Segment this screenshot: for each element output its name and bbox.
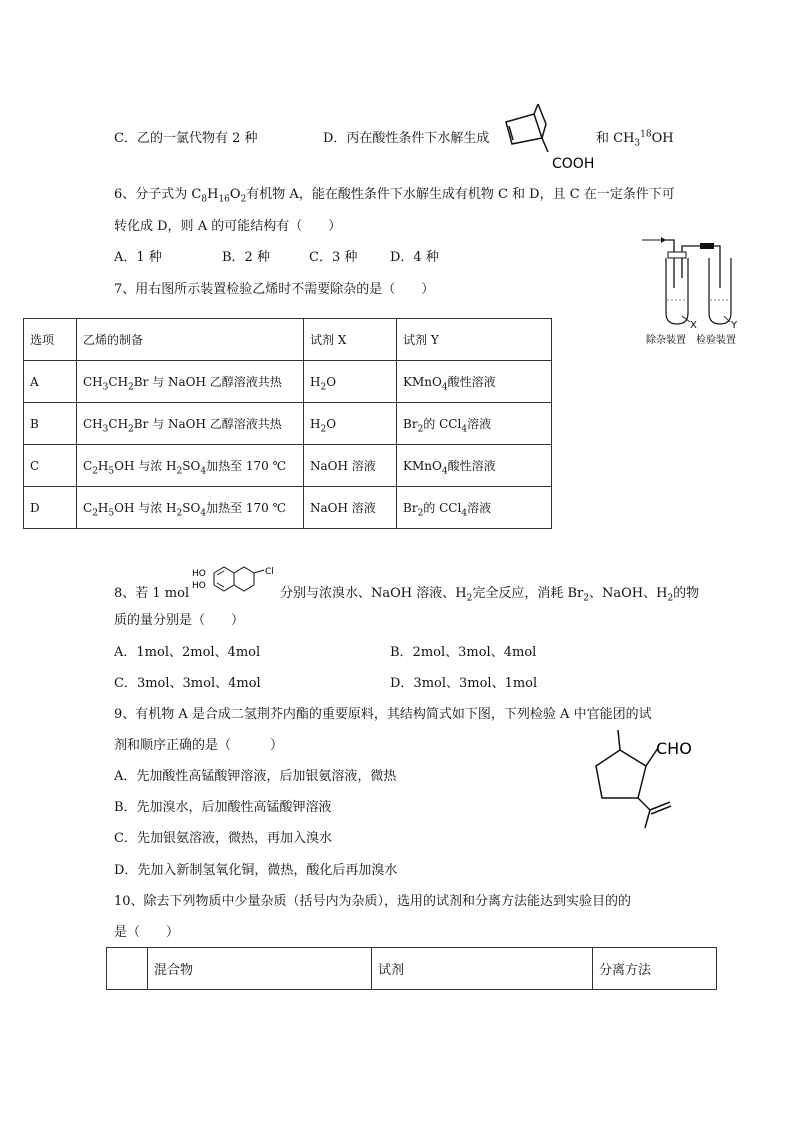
row-c-preparation: $C_2H_5OH$ 与浓 $H_2SO_4$加热至 170 ℃ [77, 445, 304, 487]
q8-stem-line2: 质的量分别是（ ） [114, 613, 245, 628]
header-option: 选项 [24, 319, 77, 361]
q10-stem-line2: 是（ ） [114, 925, 180, 940]
q5-option-c: C．乙的一氯代物有 2 种 [114, 131, 258, 146]
bicyclic-cooh-structure [494, 102, 604, 172]
q5-option-d-prefix: D．丙在酸性条件下水解生成 [323, 131, 490, 146]
cho-label: CHO [656, 739, 692, 758]
header-mixture: 混合物 [148, 948, 372, 990]
table-row [24, 403, 552, 445]
header-reagent: 试剂 [372, 948, 593, 990]
q8-option-d: D．3mol、3mol、1mol [390, 676, 538, 691]
q7-stem: 7、用右图所示装置检验乙烯时不需要除杂的是（ ） [114, 282, 435, 297]
cooh-label: COOH [552, 156, 595, 172]
q6-stem-line1: 6、分子式为 $C_8H_{16}O_2$有机物 A，能在酸性条件下水解生成有机物 C 和 D，且 C 在一定条件下可 [114, 187, 675, 205]
row-b-reagent-y: $Br_2$的 CCl$_4$溶液 [397, 403, 552, 445]
ho-label-1: HO [192, 569, 206, 579]
q6-option-a: A．1 种 [114, 250, 162, 265]
row-b-option: B [24, 403, 77, 445]
table-row [24, 487, 552, 529]
header-reagent-y: 试剂 Y [397, 319, 552, 361]
testing-caption: 检验装置 [696, 335, 736, 346]
row-a-reagent-y: KMnO$_4$酸性溶液 [397, 361, 552, 403]
cl-label: Cl [265, 567, 274, 577]
q9-stem-line2: 剂和顺序正确的是（ ） [114, 738, 284, 753]
row-a-reagent-x: $H_2O$ [304, 361, 397, 403]
q8-option-a: A．1mol、2mol、4mol [114, 645, 261, 660]
q6-option-b: B．2 种 [222, 250, 270, 265]
q5-option-d-methanol: 和 $CH_3^{18}OH$ [596, 129, 674, 149]
row-c-reagent-x: NaOH 溶液 [304, 445, 397, 487]
q8-option-c: C．3mol、3mol、4mol [114, 676, 261, 691]
q8-option-b: B．2mol、3mol、4mol [390, 645, 537, 660]
table-row [24, 445, 552, 487]
table-row [24, 319, 552, 361]
row-a-preparation: $CH_3CH_2Br$ 与 NaOH 乙醇溶液共热 [77, 361, 304, 403]
row-d-option: D [24, 487, 77, 529]
ho-label-2: HO [192, 581, 206, 591]
q9-option-c: C．先加银氨溶液，微热，再加入溴水 [114, 831, 332, 846]
q5-option-d [323, 130, 489, 148]
q10-table [106, 947, 717, 990]
q9-stem-line1: 9、有机物 A 是合成二氢荆芥内酯的重要原料，其结构简式如下图，下列检验 A 中官能团的试 [114, 707, 652, 722]
row-a-option: A [24, 361, 77, 403]
row-b-preparation: $CH_3CH_2Br$ 与 NaOH 乙醇溶液共热 [77, 403, 304, 445]
q9-option-d: D．先加入新制氢氧化铜，微热，酸化后再加溴水 [114, 863, 398, 878]
q6-option-c: C．3 种 [309, 250, 358, 265]
q9-option-b: B．先加溴水，后加酸性高锰酸钾溶液 [114, 800, 332, 815]
table-row [107, 948, 717, 990]
cyclopentane-aldehyde-structure [590, 728, 710, 834]
row-d-preparation: $C_2H_5OH$ 与浓 $H_2SO_4$加热至 170 ℃ [77, 487, 304, 529]
reagent-y-label: Y [731, 320, 738, 331]
q9-option-a: A．先加酸性高锰酸钾溶液，后加银氨溶液，微热 [114, 769, 397, 784]
q7-table [23, 318, 552, 529]
row-c-option: C [24, 445, 77, 487]
q6-stem-line2: 转化成 D，则 A 的可能结构有（ ） [114, 219, 342, 234]
q6-option-d: D．4 种 [390, 250, 439, 265]
header-separation-method: 分离方法 [593, 948, 717, 990]
q8-stem-pre: 8、若 1 mol [114, 586, 190, 601]
q8-stem-post: 分别与浓溴水、NaOH 溶液、$H_2$完全反应，消耗 $Br_2$、NaOH、$H_2$的物 [280, 586, 700, 604]
row-d-reagent-y: $Br_2$的 CCl$_4$溶液 [397, 487, 552, 529]
header-preparation: 乙烯的制备 [77, 319, 304, 361]
row-d-reagent-x: NaOH 溶液 [304, 487, 397, 529]
q10-stem-line1: 10、除去下列物质中少量杂质（括号内为杂质），选用的试剂和分离方法能达到实验目的的 [114, 894, 632, 909]
purification-caption: 除杂装置 [646, 335, 686, 346]
header-reagent-x: 试剂 X [304, 319, 397, 361]
row-c-reagent-y: KMnO$_4$酸性溶液 [397, 445, 552, 487]
naphthalene-diol-cl-structure [192, 562, 284, 594]
ethylene-test-apparatus [636, 228, 756, 348]
reagent-x-label: X [690, 320, 697, 331]
table-row [24, 361, 552, 403]
row-b-reagent-x: $H_2O$ [304, 403, 397, 445]
header-blank [107, 948, 148, 990]
